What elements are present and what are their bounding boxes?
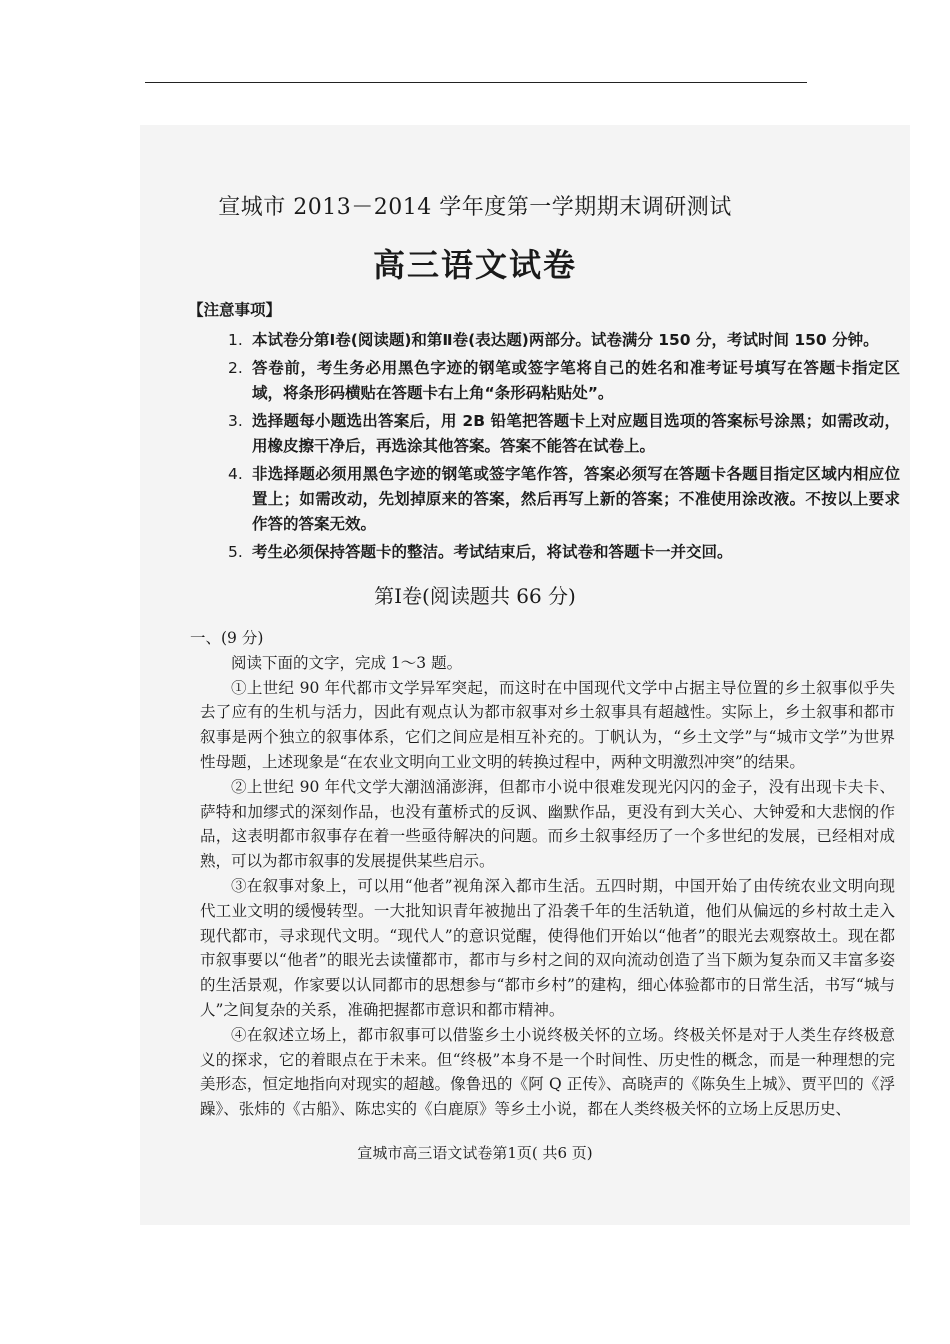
passage-paragraph: ①上世纪 90 年代都市文学异军突起，而这时在中国现代文学中占据主导位置的乡土叙事似乎失去了应有的生机与活力，因此有观点认为都市叙事对乡土叙事具有超越性。实际上，乡土叙事和都市叙事是两个独立的叙事体系，它们之间应是相互补充的。丁帆认为，“乡土文学”与“城市文学”为世界性母题，上述现象是“在农业文明向工业文明的转换过程中，两种文明激烈冲突”的结果。 xyxy=(200,678,895,771)
exam-title: 宣城市 2013－2014 学年度第一学期期末调研测试 xyxy=(218,195,732,220)
notice-item xyxy=(188,328,900,353)
notice-item-text: 答卷前，考生务必用黑色字迹的钢笔或签字笔将自己的姓名和准考证号填写在答题卡指定区域，将条形码横贴在答题卡右上角“条形码粘贴处”。 xyxy=(252,359,900,402)
notice-item-number: 3. xyxy=(228,412,243,430)
notice-item-text: 非选择题必须用黑色字迹的钢笔或签字笔作答，答案必须写在答题卡各题目指定区域内相应位置上；如需改动，先划掉原来的答案，然后再写上新的答案；不准使用涂改液。不按以上要求作答的答案无效。 xyxy=(252,465,900,533)
notice-section xyxy=(188,298,900,568)
page-footer: 宣城市高三语文试卷第1页( 共6 页) xyxy=(357,1144,593,1162)
notice-item xyxy=(188,356,900,406)
notice-item xyxy=(188,409,900,459)
notice-item-number: 5. xyxy=(228,543,243,561)
top-rule xyxy=(145,82,807,83)
notice-item xyxy=(188,540,900,565)
reading-passage xyxy=(190,626,895,1122)
passage-paragraph: ②上世纪 90 年代文学大潮汹涌澎湃，但都市小说中很难发现光闪闪的金子，没有出现卡夫卡、萨特和加缪式的深刻作品，也没有董桥式的反讽、幽默作品，更没有到大关心、大钟爱和大悲悯的作品，这表明都市叙事存在着一些亟待解决的问题。而乡土叙事经历了一个多世纪的发展，已经相对成熟，可以为都市叙事的发展提供某些启示。 xyxy=(200,777,895,871)
instruction: 阅读下面的文字，完成 1～3 题。 xyxy=(231,653,463,672)
notice-item-text: 选择题每小题选出答案后，用 2B 铅笔把答题卡上对应题目选项的答案标号涂黑；如需改动，用橡皮擦干净后，再选涂其他答案。答案不能答在试卷上。 xyxy=(252,412,900,455)
passage-paragraph: ③在叙事对象上，可以用“他者”视角深入都市生活。五四时期，中国开始了由传统农业文明向现代工业文明的缓慢转型。一大批知识青年被抛出了沿袭千年的生活轨道，他们从偏远的乡村故土走入现代都市，寻求现代文明。“现代人”的意识觉醒，使得他们开始以“他者”的眼光去观察故土。现在都市叙事要以“他者”的眼光去读懂都市，都市与乡村之间的双向流动创造了当下颇为复杂而又丰富多姿的生活景观，作家要以认同都市的思想参与“都市乡村”的建构，细心体验都市的日常生活，书写“城与人”之间复杂的关系，准确把握都市意识和都市精神。 xyxy=(200,876,895,1019)
passage-paragraph: ④在叙述立场上，都市叙事可以借鉴乡土小说终极关怀的立场。终极关怀是对于人类生存终极意义的探求，它的着眼点在于未来。但“终极”本身不是一个时间性、历史性的概念，而是一种理想的完美形态，恒定地指向对现实的超越。像鲁迅的《阿 Q 正传》、高晓声的《陈奂生上城》、贾平凹的《浮躁》、张炜的《古船》、陈忠实的《白鹿原》等乡土小说，都在人类终极关怀的立场上反思历史、 xyxy=(200,1025,895,1119)
notice-item xyxy=(188,462,900,537)
notice-item-number: 1. xyxy=(228,331,243,349)
notice-heading: 【注意事项】 xyxy=(188,301,282,319)
notice-item-number: 2. xyxy=(228,359,243,377)
notice-item-number: 4. xyxy=(228,465,243,483)
paper-title: 高三语文试卷 xyxy=(372,246,577,284)
section-title: 第Ⅰ卷(阅读题共 66 分) xyxy=(374,584,576,608)
part-label: 一、(9 分) xyxy=(190,629,264,647)
notice-item-text: 考生必须保持答题卡的整洁。考试结束后，将试卷和答题卡一并交回。 xyxy=(252,543,733,561)
notice-item-text: 本试卷分第Ⅰ卷(阅读题)和第Ⅱ卷(表达题)两部分。试卷满分 150 分，考试时间 150 分钟。 xyxy=(252,331,879,349)
